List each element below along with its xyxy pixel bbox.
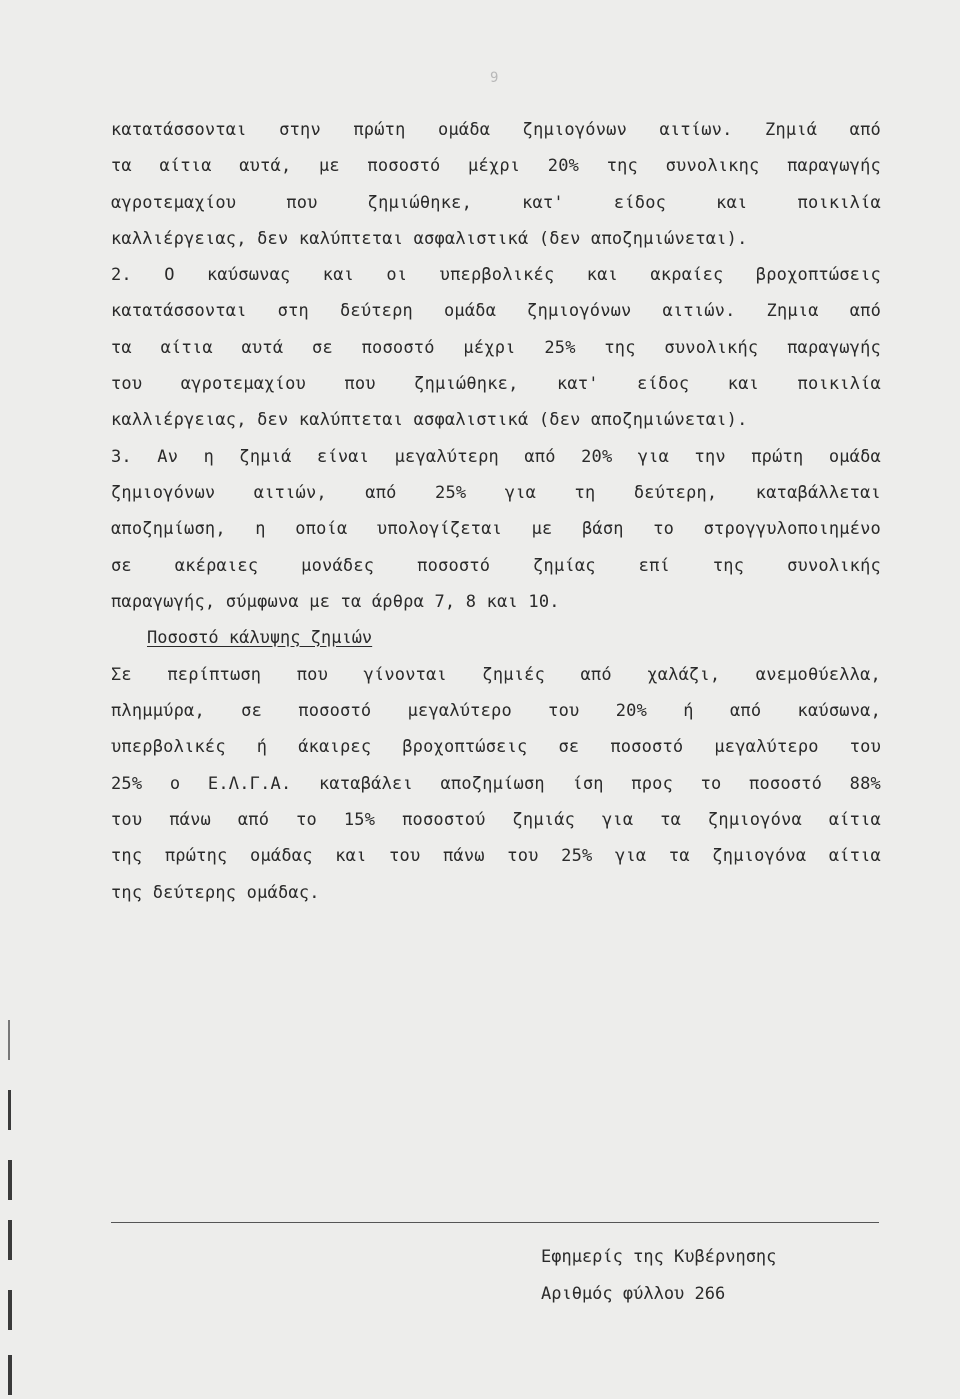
body-line: του αγροτεμαχίου που ζημιώθηκε, κατ' είδος και ποικιλία (111, 374, 881, 394)
body-line: τα αίτια αυτά, με ποσοστό μέχρι 20% της συνολικης παραγωγής (111, 156, 881, 176)
body-line: κατατάσσονται στη δεύτερη ομάδα ζημιογόνων αιτιών. Ζημια από (111, 301, 881, 321)
section-line: 25% ο Ε.Λ.Γ.Α. καταβάλει αποζημίωση ίση προς το ποσοστό 88% (111, 774, 881, 794)
body-line: 2. Ο καύσωνας και οι υπερβολικές και ακραίες βροχοπτώσεις (111, 265, 881, 285)
scan-edge-mark (8, 1355, 12, 1395)
scan-edge-mark (8, 1290, 12, 1330)
scan-edge-mark (8, 1020, 10, 1060)
section-line: Σε περίπτωση που γίνονται ζημιές από χαλάζι, ανεμοθύελλα, (111, 665, 881, 685)
body-line: τα αίτια αυτά σε ποσοστό μέχρι 25% της συνολικής παραγωγής (111, 338, 881, 358)
body-line: καλλιέργειας, δεν καλύπτεται ασφαλιστικά (δεν αποζημιώνεται). (111, 410, 748, 430)
section-line: υπερβολικές ή άκαιρες βροχοπτώσεις σε ποσοστό μεγαλύτερο του (111, 737, 881, 757)
body-line: 3. Αν η ζημιά είναι μεγαλύτερη από 20% για την πρώτη ομάδα (111, 447, 881, 467)
section-line: της πρώτης ομάδας και του πάνω του 25% για τα ζημιογόνα αίτια (111, 846, 881, 866)
scan-edge-mark (8, 1160, 12, 1200)
section-line: της δεύτερης ομάδας. (111, 883, 320, 903)
footer-issue-number: Αριθμός φύλλου 266 (541, 1284, 726, 1304)
page-marker: 9 (490, 70, 499, 86)
footer-publication: Εφημερίς της Κυβέρνησης (541, 1247, 777, 1267)
body-line: ζημιογόνων αιτιών, από 25% για τη δεύτερη, καταβάλλεται (111, 483, 881, 503)
section-line: του πάνω από το 15% ποσοστού ζημιάς για τα ζημιογόνα αίτια (111, 810, 881, 830)
section-heading: Ποσοστό κάλυψης ζημιών (147, 628, 373, 648)
body-line: σε ακέραιες μονάδες ποσοστό ζημίας επί της συνολικής (111, 556, 881, 576)
scan-edge-mark (8, 1220, 12, 1260)
body-line: καλλιέργειας, δεν καλύπτεται ασφαλιστικά (δεν αποζημιώνεται). (111, 229, 748, 249)
body-line: αποζημίωση, η οποία υπολογίζεται με βάση το στρογγυλοποιημένο (111, 519, 881, 539)
body-line: αγροτεμαχίου που ζημιώθηκε, κατ' είδος και ποικιλία (111, 193, 881, 213)
scan-edge-mark (8, 1090, 11, 1130)
section-line: πλημμύρα, σε ποσοστό μεγαλύτερο του 20% ή από καύσωνα, (111, 701, 881, 721)
body-line: κατατάσσονται στην πρώτη ομάδα ζημιογόνων αιτίων. Ζημιά από (111, 120, 881, 140)
body-line: παραγωγής, σύμφωνα με τα άρθρα 7, 8 και 10. (111, 592, 560, 612)
footer-divider (111, 1222, 879, 1223)
